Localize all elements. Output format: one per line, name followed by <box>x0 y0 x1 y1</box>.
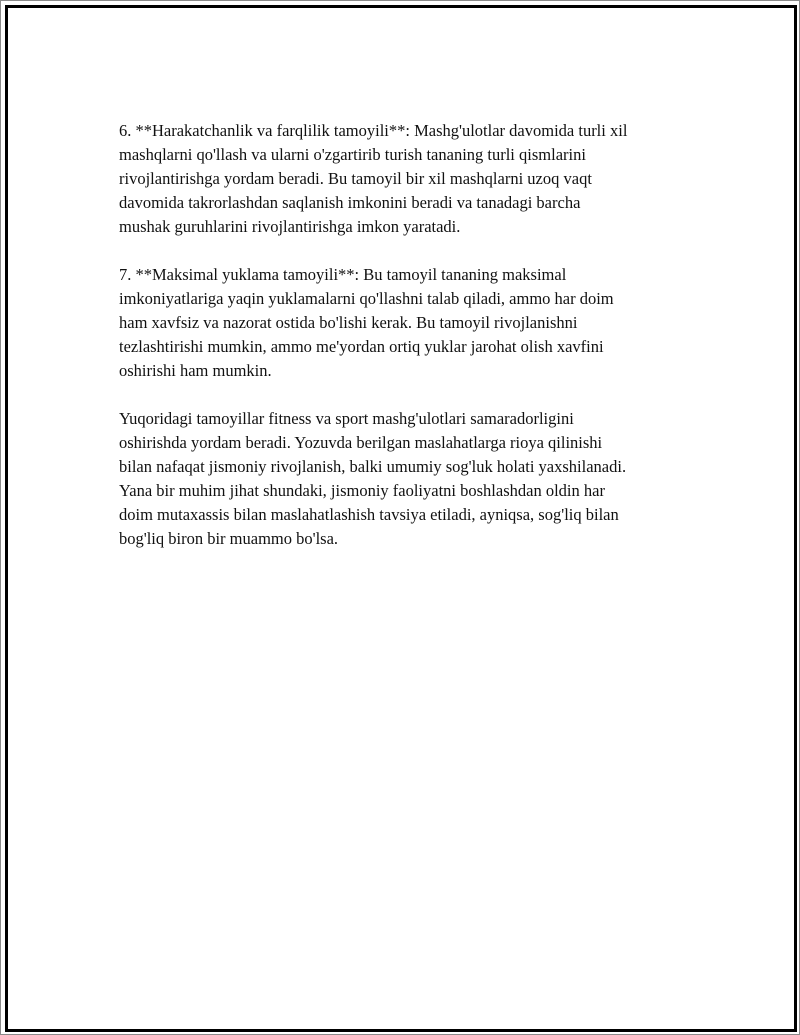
text-line: oshirishda yordam beradi. Yozuvda berilgan maslahatlarga rioya qilinishi <box>119 433 603 452</box>
text-line: bog'liq biron bir muammo bo'lsa. <box>119 529 339 548</box>
text-line: tezlashtirishi mumkin, ammo me'yordan ortiq yuklar jarohat olish xavfini <box>119 337 604 356</box>
text-line: Yuqoridagi tamoyillar fitness va sport mashg'ulotlari samaradorligini <box>119 409 574 428</box>
text-line: mushak guruhlarini rivojlantirishga imkon yaratadi. <box>119 217 461 236</box>
text-line: Yana bir muhim jihat shundaki, jismoniy faoliyatni boshlashdan oldin har <box>119 481 605 500</box>
paragraph-principle-7 <box>119 263 699 383</box>
paragraph-conclusion <box>119 407 699 551</box>
text-line: 7. **Maksimal yuklama tamoyili**: Bu tamoyil tananing maksimal <box>119 265 567 284</box>
text-line: oshirishi ham mumkin. <box>119 361 272 380</box>
text-line: mashqlarni qo'llash va ularni o'zgartirib turish tananing turli qismlarini <box>119 145 586 164</box>
text-line: imkoniyatlariga yaqin yuklamalarni qo'llashni talab qiladi, ammo har doim <box>119 289 614 308</box>
text-line: 6. **Harakatchanlik va farqlilik tamoyili**: Mashg'ulotlar davomida turli xil <box>119 121 628 140</box>
text-line: bilan nafaqat jismoniy rivojlanish, balki umumiy sog'luk holati yaxshilanadi. <box>119 457 627 476</box>
paragraph-principle-6 <box>119 119 699 239</box>
text-line: davomida takrorlashdan saqlanish imkonini beradi va tanadagi barcha <box>119 193 581 212</box>
document-body <box>119 119 699 575</box>
text-line: ham xavfsiz va nazorat ostida bo'lishi kerak. Bu tamoyil rivojlanishni <box>119 313 578 332</box>
text-line: doim mutaxassis bilan maslahatlashish tavsiya etiladi, ayniqsa, sog'liq bilan <box>119 505 619 524</box>
text-line: rivojlantirishga yordam beradi. Bu tamoyil bir xil mashqlarni uzoq vaqt <box>119 169 592 188</box>
